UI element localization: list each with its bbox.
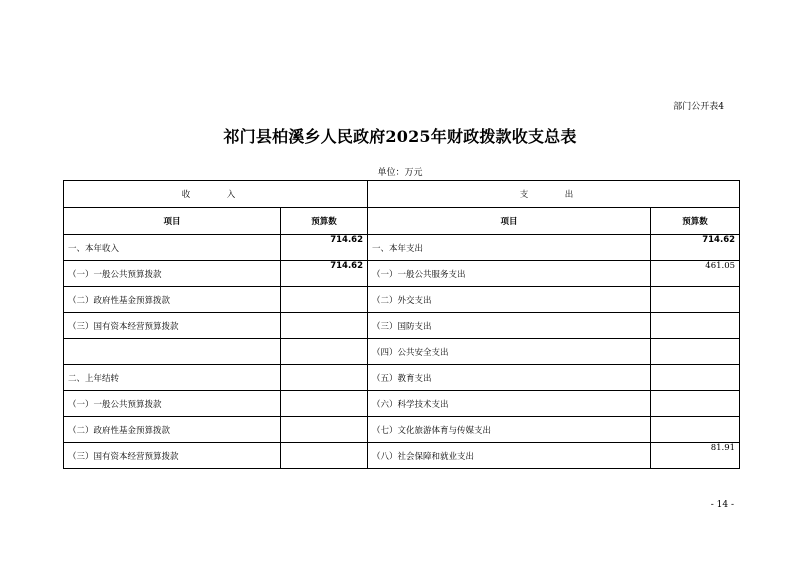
expense-value xyxy=(651,339,740,365)
table-row xyxy=(64,365,740,391)
income-budget-header: 预算数 xyxy=(281,208,368,235)
expense-item-header: 项目 xyxy=(368,208,651,235)
expense-value: 461.05 xyxy=(651,261,740,287)
expense-item: （五）教育支出 xyxy=(368,365,651,391)
expense-value xyxy=(651,417,740,443)
income-item: （一）一般公共预算拨款 xyxy=(64,391,281,417)
page-number: - 14 - xyxy=(710,500,734,510)
budget-summary-table xyxy=(63,180,740,469)
income-value xyxy=(281,391,368,417)
table-row xyxy=(64,313,740,339)
table-row xyxy=(64,391,740,417)
expense-item: （二）外交支出 xyxy=(368,287,651,313)
expense-item: （四）公共安全支出 xyxy=(368,339,651,365)
unit-label: 单位：万元 xyxy=(377,168,423,178)
income-item: 一、本年收入 xyxy=(64,235,281,261)
expense-section-header: 支 出 xyxy=(368,181,740,208)
page-title: 祁门县柏溪乡人民政府2025年财政拨款收支总表 xyxy=(223,127,577,146)
income-value xyxy=(281,313,368,339)
expense-item: （六）科学技术支出 xyxy=(368,391,651,417)
expense-value xyxy=(651,313,740,339)
expense-item: （一）一般公共服务支出 xyxy=(368,261,651,287)
expense-value xyxy=(651,365,740,391)
column-header-row xyxy=(64,208,740,235)
income-value xyxy=(281,365,368,391)
table-number-label: 部门公开表4 xyxy=(673,102,724,112)
expense-value: 714.62 xyxy=(651,235,740,261)
income-item: （一）一般公共预算拨款 xyxy=(64,261,281,287)
table-row xyxy=(64,417,740,443)
expense-item: （八）社会保障和就业支出 xyxy=(368,443,651,469)
section-header-row xyxy=(64,181,740,208)
table-row xyxy=(64,235,740,261)
table-row xyxy=(64,339,740,365)
table-row xyxy=(64,287,740,313)
expense-item: 一、本年支出 xyxy=(368,235,651,261)
income-item xyxy=(64,339,281,365)
income-value: 714.62 xyxy=(281,235,368,261)
expense-value: 81.91 xyxy=(651,443,740,469)
income-item: （二）政府性基金预算拨款 xyxy=(64,287,281,313)
income-value xyxy=(281,287,368,313)
expense-item: （七）文化旅游体育与传媒支出 xyxy=(368,417,651,443)
income-section-header: 收 入 xyxy=(64,181,368,208)
income-item: （三）国有资本经营预算拨款 xyxy=(64,313,281,339)
income-value xyxy=(281,339,368,365)
income-item-header: 项目 xyxy=(64,208,281,235)
expense-budget-header: 预算数 xyxy=(651,208,740,235)
table-row xyxy=(64,443,740,469)
income-value xyxy=(281,443,368,469)
expense-item: （三）国防支出 xyxy=(368,313,651,339)
income-item: 二、上年结转 xyxy=(64,365,281,391)
table-row xyxy=(64,261,740,287)
income-value: 714.62 xyxy=(281,261,368,287)
income-item: （二）政府性基金预算拨款 xyxy=(64,417,281,443)
expense-value xyxy=(651,391,740,417)
income-item: （三）国有资本经营预算拨款 xyxy=(64,443,281,469)
income-value xyxy=(281,417,368,443)
expense-value xyxy=(651,287,740,313)
